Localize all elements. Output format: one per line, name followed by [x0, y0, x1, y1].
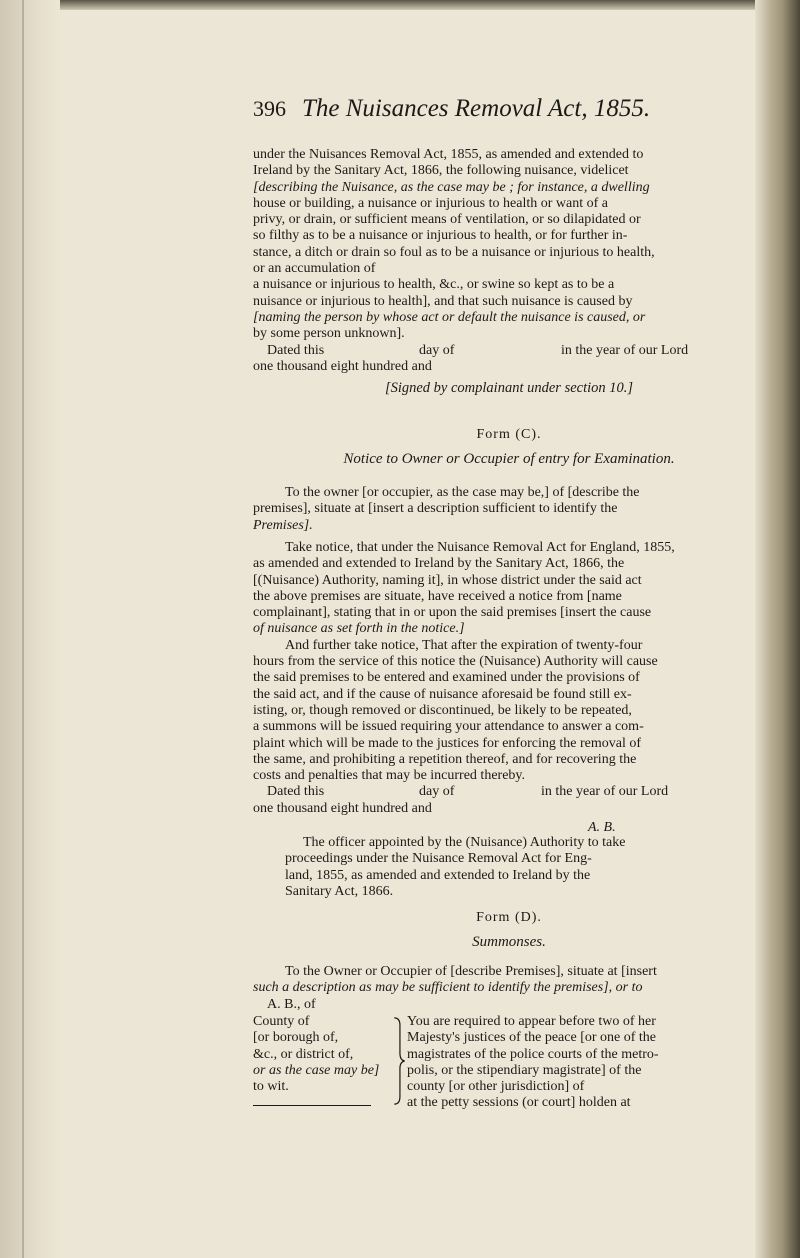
text-line: so filthy as to be a nuisance or injurious to health, or for further in- — [253, 228, 628, 244]
opening-paragraph — [253, 147, 765, 375]
text-line: at the petty sessions (or court] holden at — [407, 1095, 631, 1111]
text-line: [or borough of, — [253, 1030, 339, 1046]
form-c-body — [253, 540, 765, 817]
text-line: magistrates of the police courts of the metro- — [407, 1046, 659, 1062]
text-line: isting, or, though removed or discontinued, be likely to be repeated, — [253, 702, 632, 718]
form-d-intro — [253, 964, 765, 1013]
form-c-subheading: Notice to Owner or Occupier of entry for Examination. — [343, 451, 675, 467]
text-line: such a description as may be sufficient to identify the premises], or to — [253, 980, 643, 996]
text-line: Ireland by the Sanitary Act, 1866, the following nuisance, videlicet — [253, 163, 629, 179]
text-line: county [or other jurisdiction] of — [407, 1079, 585, 1095]
text-line: The officer appointed by the (Nuisance) Authority to take — [303, 835, 626, 850]
form-d-heading: Form (D). — [476, 910, 542, 925]
summons-text — [407, 1014, 765, 1112]
text-line: polis, or the stipendiary magistrate] of the — [407, 1062, 642, 1078]
text-line: or an accumulation of — [253, 261, 376, 277]
text-line: To the Owner or Occupier of [describe Premises], situate at [insert — [285, 964, 657, 979]
dated-line — [253, 343, 765, 359]
day-of-text: day of — [419, 342, 455, 358]
text-line: under the Nuisances Removal Act, 1855, as amended and extended to — [253, 147, 644, 162]
text-line: hours from the service of this notice the (Nuisance) Authority will cause — [253, 654, 658, 670]
county-column — [253, 1014, 393, 1112]
text-line: premises], situate at [insert a description sufficient to identify the — [253, 501, 618, 517]
text-line: County of — [253, 1014, 310, 1029]
text-line: &c., or district of, — [253, 1046, 354, 1062]
signature-instruction: [Signed by complainant under section 10.] — [384, 380, 634, 396]
text-line: You are required to appear before two of her — [407, 1014, 656, 1029]
text-line: [naming the person by whose act or default the nuisance is caused, or — [253, 309, 646, 325]
signature-ab: A. B. — [588, 820, 616, 835]
text-line: the same, and prohibiting a repetition thereof, and for recovering the — [253, 751, 637, 767]
text-line: or as the case may be] — [253, 1062, 380, 1078]
text-line: Majesty's justices of the peace [or one of the — [407, 1030, 656, 1046]
text-line: to wit. — [253, 1079, 289, 1095]
running-header — [253, 95, 753, 135]
text-line: To the owner [or occupier, as the case may be,] of [describe the — [285, 485, 640, 500]
text-line: Sanitary Act, 1866. — [285, 883, 394, 899]
text-line: land, 1855, as amended and extended to Ireland by the — [285, 867, 591, 883]
year-text: in the year of our Lord — [541, 784, 669, 800]
text-line: [(Nuisance) Authority, naming it], in whose district under the said act — [253, 572, 642, 588]
text-line: the said premises to be entered and examined under the provisions of — [253, 670, 640, 686]
year-text: in the year of our Lord — [561, 342, 689, 358]
dated-text: Dated this — [267, 342, 325, 358]
text-line: [describing the Nuisance, as the case may be ; for instance, a dwelling — [253, 179, 650, 195]
text-line: plaint which will be made to the justices for enforcing the removal of — [253, 735, 641, 751]
blank-rule — [253, 1095, 393, 1111]
text-line: by some person unknown]. — [253, 326, 405, 342]
page-top-edge — [0, 0, 800, 10]
dated-text: Dated this — [267, 784, 325, 800]
text-line: a summons will be issued requiring your attendance to answer a com- — [253, 719, 644, 735]
dated-line — [253, 784, 765, 800]
text-line: costs and penalties that may be incurred thereby. — [253, 768, 525, 784]
text-line: as amended and extended to Ireland by the Sanitary Act, 1866, the — [253, 556, 625, 572]
officer-paragraph — [285, 835, 763, 900]
text-line: Take notice, that under the Nuisance Removal Act for England, 1855, — [285, 540, 675, 555]
text-line: Premises]. — [253, 517, 313, 533]
book-gutter — [0, 0, 60, 1258]
text-line: proceedings under the Nuisance Removal Act for Eng- — [285, 851, 592, 867]
text-line: And further take notice, That after the expiration of twenty-four — [285, 637, 643, 653]
text-line: stance, a ditch or drain so foul as to be a nuisance or injurious to health, — [253, 244, 655, 260]
day-of-text: day of — [419, 784, 455, 800]
text-line: the said act, and if the cause of nuisance aforesaid be found still ex- — [253, 686, 632, 702]
page-number: 396 — [253, 96, 286, 121]
text-line: privy, or drain, or sufficient means of ventilation, or so dilapidated or — [253, 212, 641, 228]
text-line: A. B., of — [267, 996, 316, 1012]
right-brace-icon — [392, 1016, 406, 1106]
text-line: one thousand eight hundred and — [253, 358, 432, 374]
form-c-heading: Form (C). — [476, 427, 542, 442]
text-line: a nuisance or injurious to health, &c., or swine so kept as to be a — [253, 277, 615, 293]
text-line: complainant], stating that in or upon the said premises [insert the cause — [253, 605, 652, 621]
text-line: of nuisance as set forth in the notice.] — [253, 621, 465, 637]
text-line: house or building, a nuisance or injurious to health or want of a — [253, 195, 608, 211]
text-line: the above premises are situate, have received a notice from [name — [253, 588, 622, 604]
text-line: one thousand eight hundred and — [253, 800, 432, 816]
running-title: The Nuisances Removal Act, 1855. — [302, 95, 651, 122]
form-d-subheading: Summonses. — [472, 934, 546, 950]
text-line: nuisance or injurious to health], and that such nuisance is caused by — [253, 293, 633, 309]
form-c-address — [253, 485, 765, 534]
